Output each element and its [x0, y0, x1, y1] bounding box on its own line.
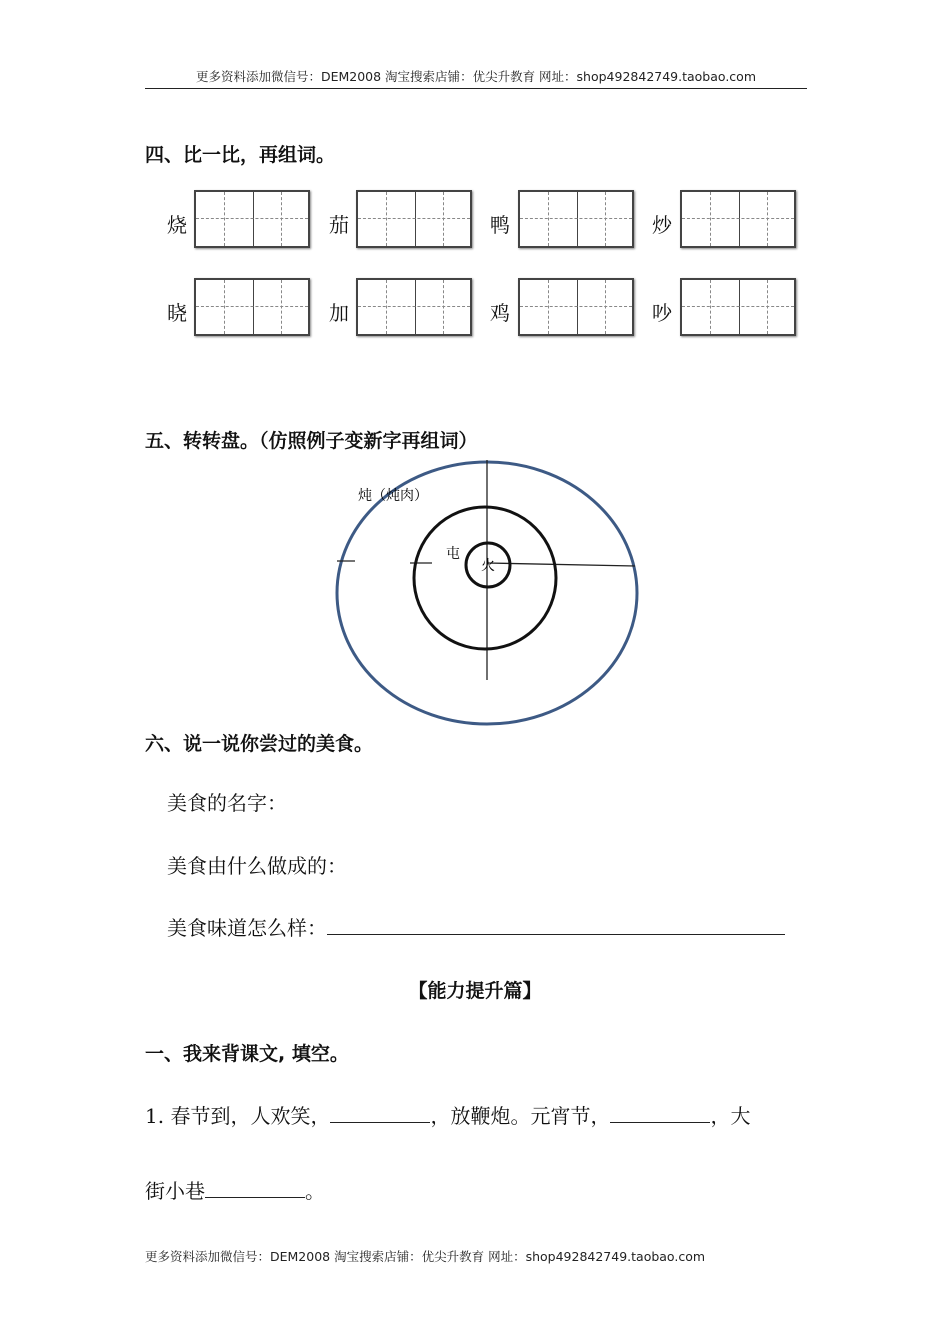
recite-text: ，大	[710, 1104, 751, 1128]
recite-line-1	[145, 1100, 750, 1129]
recite-text: ，放鞭炮。元宵节，	[430, 1104, 611, 1128]
food-taste-row	[167, 912, 785, 941]
advanced-title: 【能力提升篇】	[408, 980, 542, 1002]
writing-grid[interactable]	[518, 190, 634, 248]
compare-char: 鸭	[490, 213, 510, 237]
compare-char: 晓	[167, 301, 187, 325]
writing-grid[interactable]	[194, 278, 310, 336]
compare-char: 炒	[652, 213, 672, 237]
fill-blank-3[interactable]	[205, 1177, 305, 1198]
section4-title: 四、比一比，再组词。	[145, 144, 336, 166]
food-taste-blank[interactable]	[327, 914, 785, 935]
food-taste-prompt: 美食味道怎么样：	[167, 916, 327, 940]
compare-char: 吵	[652, 301, 672, 325]
compare-char: 烧	[167, 213, 187, 237]
turntable-diagram	[320, 455, 660, 735]
fill-blank-1[interactable]	[330, 1102, 430, 1123]
recite-line-2	[145, 1175, 325, 1204]
compare-char: 鸡	[490, 301, 510, 325]
example-word: 炖（炖肉）	[358, 488, 428, 504]
writing-grid[interactable]	[356, 190, 472, 248]
center-char: 火	[481, 558, 495, 574]
recite-text: 。	[305, 1179, 325, 1203]
recite-text: 街小巷	[145, 1179, 205, 1203]
compare-char: 茄	[329, 213, 349, 237]
writing-grid[interactable]	[356, 278, 472, 336]
compare-char: 加	[329, 301, 349, 325]
recite-title: 一、我来背课文, 填空。	[145, 1043, 349, 1065]
writing-grid[interactable]	[194, 190, 310, 248]
page-header: 更多资料添加微信号：DEM2008 淘宝搜索店铺：优尖升教育 网址：shop492842749.taobao.com	[145, 68, 807, 89]
food-ingredients-prompt: 美食由什么做成的：	[167, 854, 347, 878]
food-name-prompt: 美食的名字：	[167, 791, 287, 815]
section6-title: 六、说一说你尝过的美食。	[145, 733, 374, 755]
recite-text: 1. 春节到，人欢笑，	[145, 1104, 331, 1128]
fill-blank-2[interactable]	[610, 1102, 710, 1123]
middle-char: 屯	[446, 546, 460, 562]
writing-grid[interactable]	[680, 190, 796, 248]
writing-grid[interactable]	[518, 278, 634, 336]
page-footer: 更多资料添加微信号：DEM2008 淘宝搜索店铺：优尖升教育 网址：shop492842749.taobao.com	[145, 1249, 706, 1264]
middle-ring	[414, 507, 556, 649]
writing-grid[interactable]	[680, 278, 796, 336]
section5-title: 五、转转盘。（仿照例子变新字再组词）	[145, 430, 478, 452]
